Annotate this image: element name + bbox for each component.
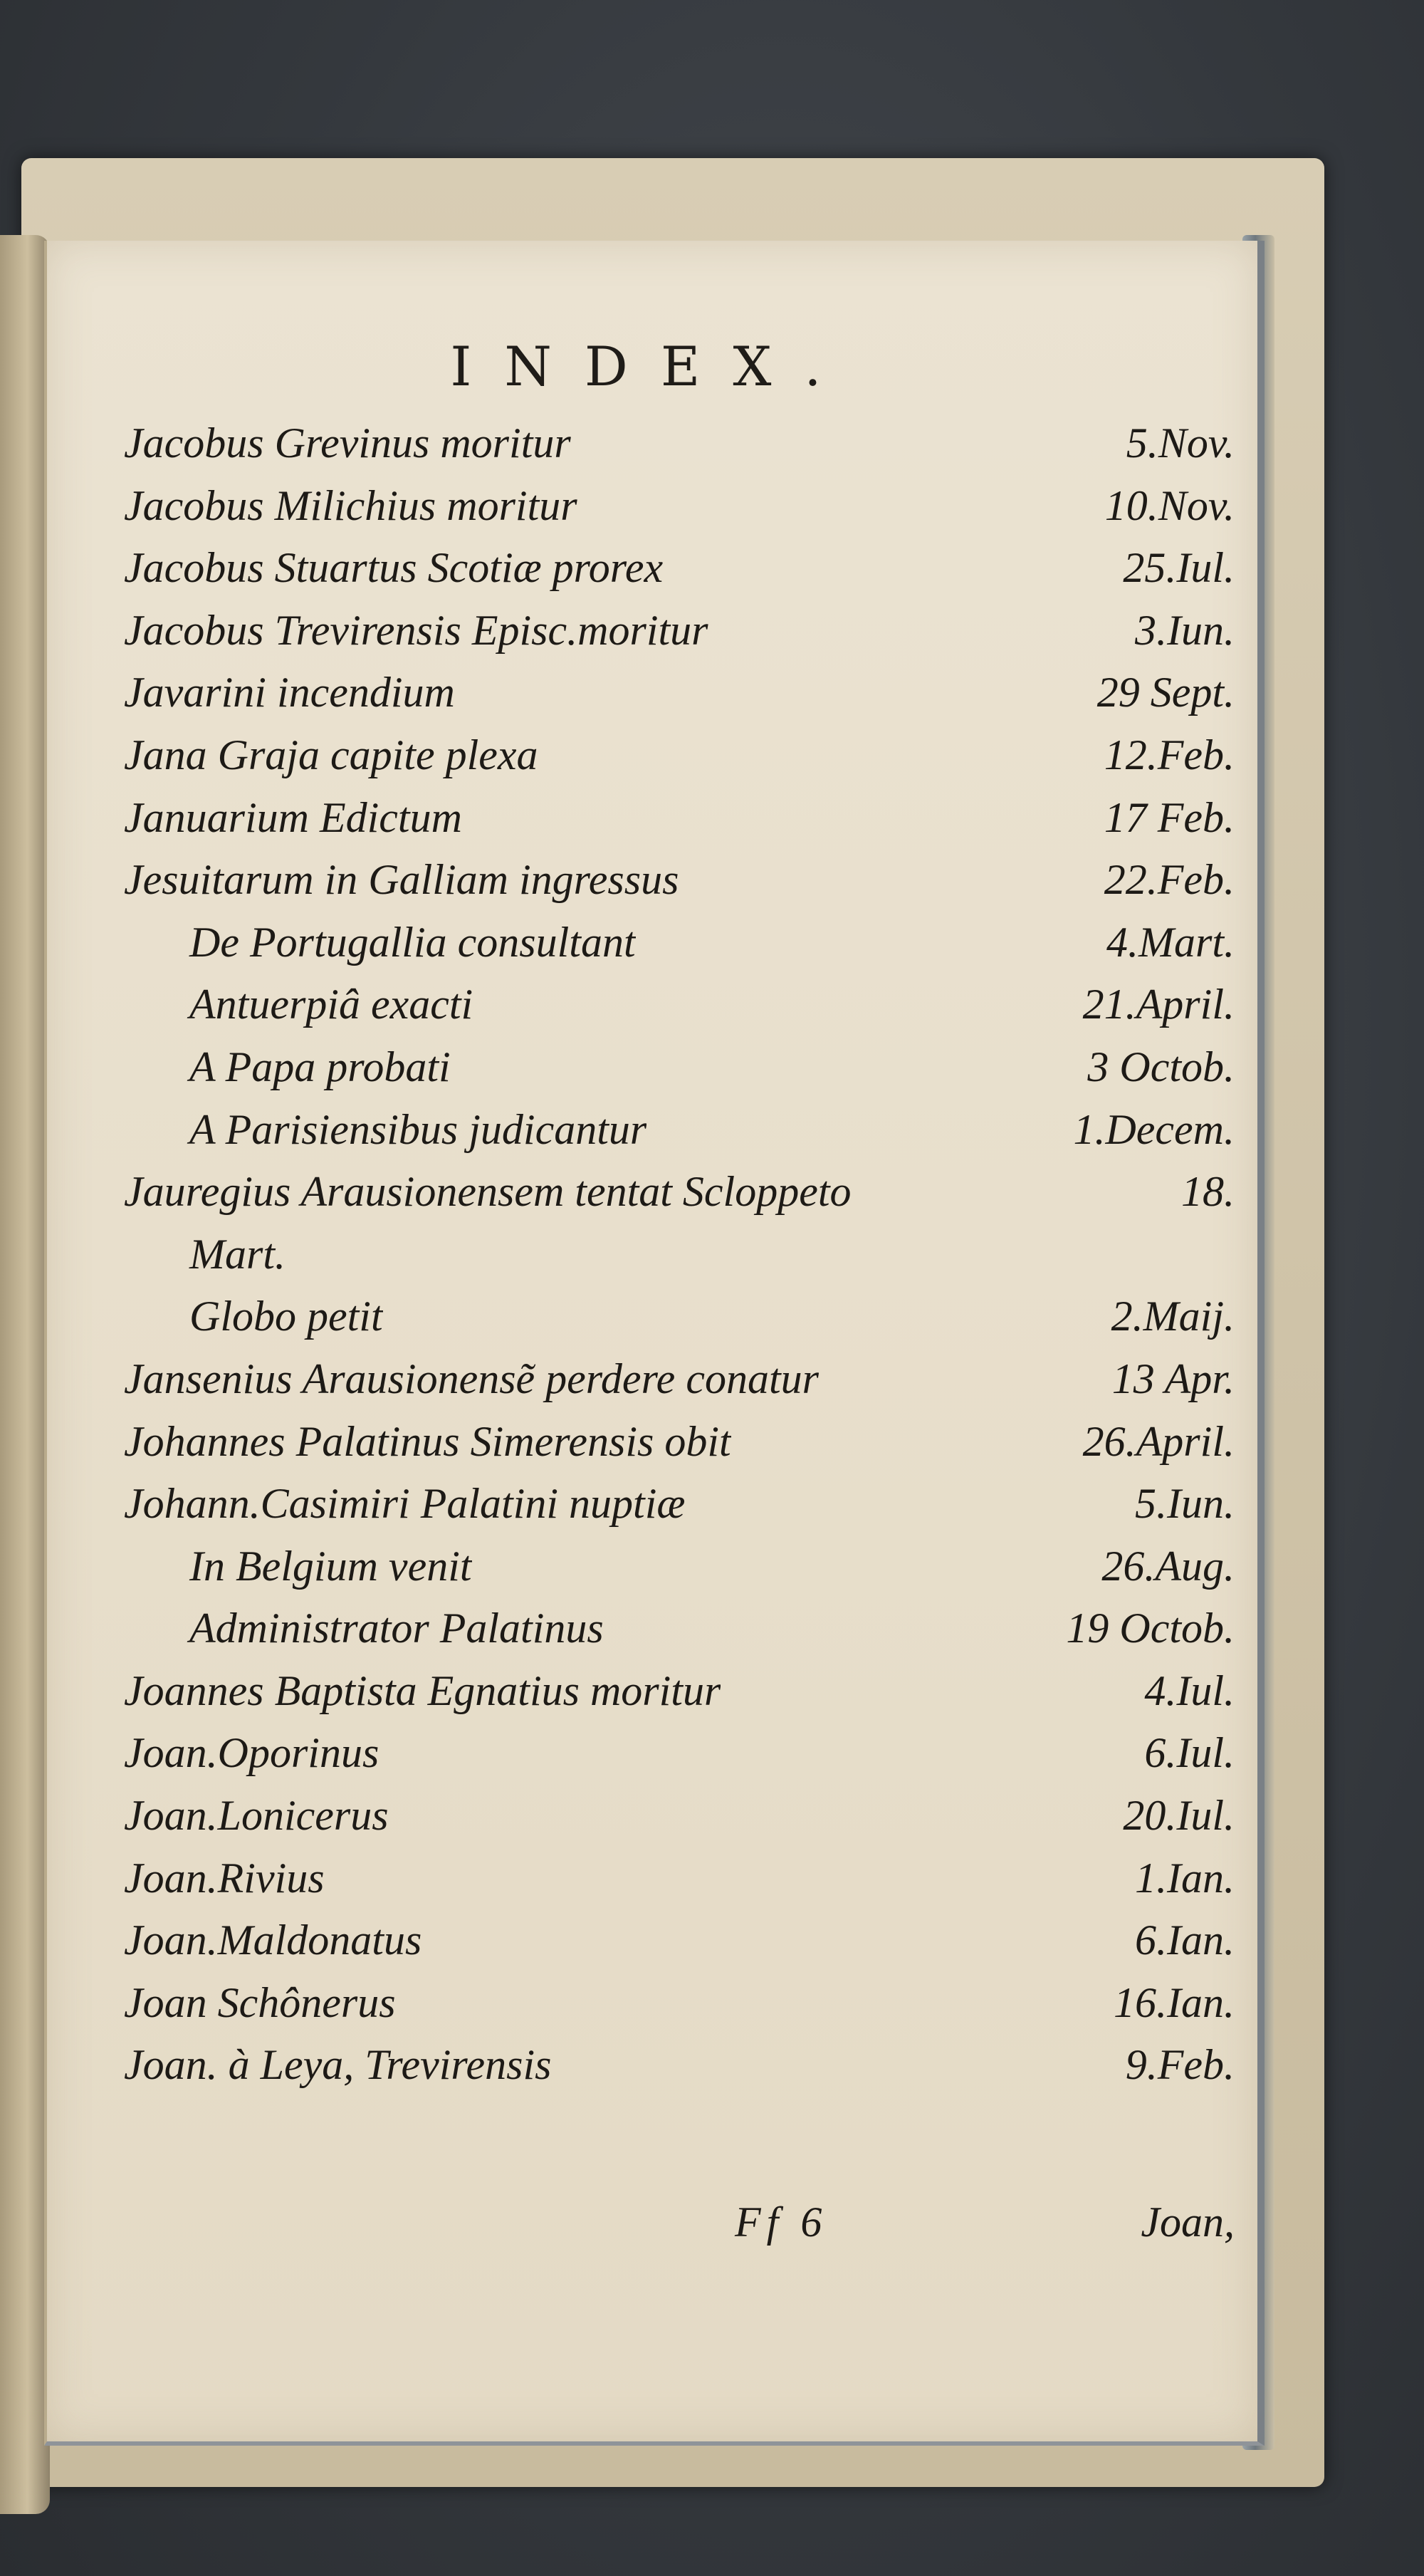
index-entry <box>124 1916 1235 1978</box>
entry-term: Antuerpiâ exacti <box>189 981 473 1028</box>
index-entry <box>124 1978 1235 2041</box>
entry-date: 18. <box>1181 1168 1235 1216</box>
entry-date: 6.Iul. <box>1144 1729 1235 1777</box>
index-subentry <box>124 1604 1235 1667</box>
entry-term: Jauregius Arausionensem tentat Scloppeto <box>124 1168 852 1216</box>
index-subentry <box>124 1105 1235 1168</box>
entry-date: 26.Aug. <box>1101 1542 1235 1590</box>
entry-date: 2.Maij. <box>1111 1293 1235 1340</box>
entry-term: Joan Schônerus <box>124 1978 396 2026</box>
index-entry <box>124 419 1235 481</box>
index-entry <box>124 543 1235 606</box>
index-entry <box>124 731 1235 793</box>
catchword: Joan, <box>1141 2199 1235 2246</box>
index-entry <box>124 1355 1235 1417</box>
entry-date: 6.Ian. <box>1135 1917 1235 1964</box>
index-heading: INDEX. <box>450 335 854 398</box>
index-entry <box>124 1479 1235 1542</box>
entry-date: 10.Nov. <box>1104 481 1235 529</box>
entry-term: Administrator Palatinus <box>189 1605 604 1652</box>
entry-term: Joannes Baptista Egnatius moritur <box>124 1667 721 1714</box>
entry-term: Joan.Lonicerus <box>124 1792 389 1840</box>
index-subentry <box>124 1292 1235 1355</box>
page-footer <box>124 2198 1235 2262</box>
entry-date: 12.Feb. <box>1104 731 1235 778</box>
index-entry <box>124 1667 1235 1729</box>
entry-date: 3.Iun. <box>1135 606 1235 654</box>
entry-date: 5.Iun. <box>1135 1480 1235 1528</box>
index-entry <box>124 481 1235 544</box>
entry-term: Joan.Rivius <box>124 1854 325 1902</box>
entry-date: 4.Iul. <box>1144 1667 1235 1714</box>
index-entry <box>124 855 1235 918</box>
entry-term: Javarini incendium <box>124 669 455 716</box>
index-entry <box>124 2040 1235 2103</box>
entry-date: 20.Iul. <box>1123 1792 1235 1840</box>
entry-term: Jacobus Milichius moritur <box>124 481 577 529</box>
index-continuation <box>124 1230 1235 1293</box>
entry-term: Mart. <box>189 1230 286 1278</box>
entry-term: Januarium Edictum <box>124 793 462 841</box>
entry-term: Joan.Maldonatus <box>124 1917 422 1964</box>
index-entry <box>124 793 1235 856</box>
index-entry <box>124 1854 1235 1917</box>
entry-term: Jacobus Grevinus moritur <box>124 419 571 466</box>
index-entry <box>124 1167 1235 1230</box>
entry-date: 16.Ian. <box>1114 1978 1235 2026</box>
entry-date: 29 Sept. <box>1096 669 1235 716</box>
index-entry <box>124 606 1235 669</box>
entry-term: Joan. à Leya, Trevirensis <box>124 2041 552 2089</box>
entry-date: 13 Apr. <box>1111 1355 1235 1402</box>
entry-term: A Papa probati <box>189 1043 451 1090</box>
signature-mark: Ff 6 <box>735 2199 828 2246</box>
index-entry <box>124 1791 1235 1854</box>
index-subentry <box>124 980 1235 1043</box>
entry-date: 22.Feb. <box>1104 856 1235 904</box>
entry-date: 3 Octob. <box>1087 1043 1235 1090</box>
entry-date: 9.Feb. <box>1125 2041 1235 2089</box>
entry-term: De Portugallia consultant <box>189 918 636 966</box>
index-list <box>124 419 1235 2103</box>
entry-date: 1.Decem. <box>1073 1105 1235 1153</box>
index-subentry <box>124 918 1235 981</box>
entry-date: 4.Mart. <box>1106 918 1235 966</box>
entry-date: 25.Iul. <box>1123 544 1235 592</box>
entry-term: Jana Graja capite plexa <box>124 731 538 778</box>
facing-page-edge <box>0 235 50 2514</box>
entry-date: 26.April. <box>1082 1417 1235 1465</box>
entry-term: Jansenius Arausionensẽ perdere conatur <box>124 1355 819 1402</box>
entry-date: 19 Octob. <box>1066 1605 1235 1652</box>
entry-term: Jesuitarum in Galliam ingressus <box>124 856 679 904</box>
entry-date: 21.April. <box>1082 981 1235 1028</box>
book-page <box>44 241 1265 2446</box>
entry-date: 17 Feb. <box>1104 793 1235 841</box>
entry-term: Globo petit <box>189 1293 383 1340</box>
index-entry <box>124 1417 1235 1480</box>
entry-term: Jacobus Trevirensis Episc.moritur <box>124 606 708 654</box>
entry-date: 1.Ian. <box>1135 1854 1235 1902</box>
entry-term: Joan.Oporinus <box>124 1729 379 1777</box>
entry-date: 5.Nov. <box>1126 419 1235 466</box>
entry-term: Johann.Casimiri Palatini nuptiæ <box>124 1480 686 1528</box>
entry-term: A Parisiensibus judicantur <box>189 1105 647 1153</box>
index-entry <box>124 668 1235 731</box>
index-entry <box>124 1728 1235 1791</box>
index-subentry <box>124 1542 1235 1605</box>
entry-term: In Belgium venit <box>189 1542 472 1590</box>
entry-term: Jacobus Stuartus Scotiæ prorex <box>124 544 664 592</box>
entry-term: Johannes Palatinus Simerensis obit <box>124 1417 731 1465</box>
index-subentry <box>124 1043 1235 1105</box>
